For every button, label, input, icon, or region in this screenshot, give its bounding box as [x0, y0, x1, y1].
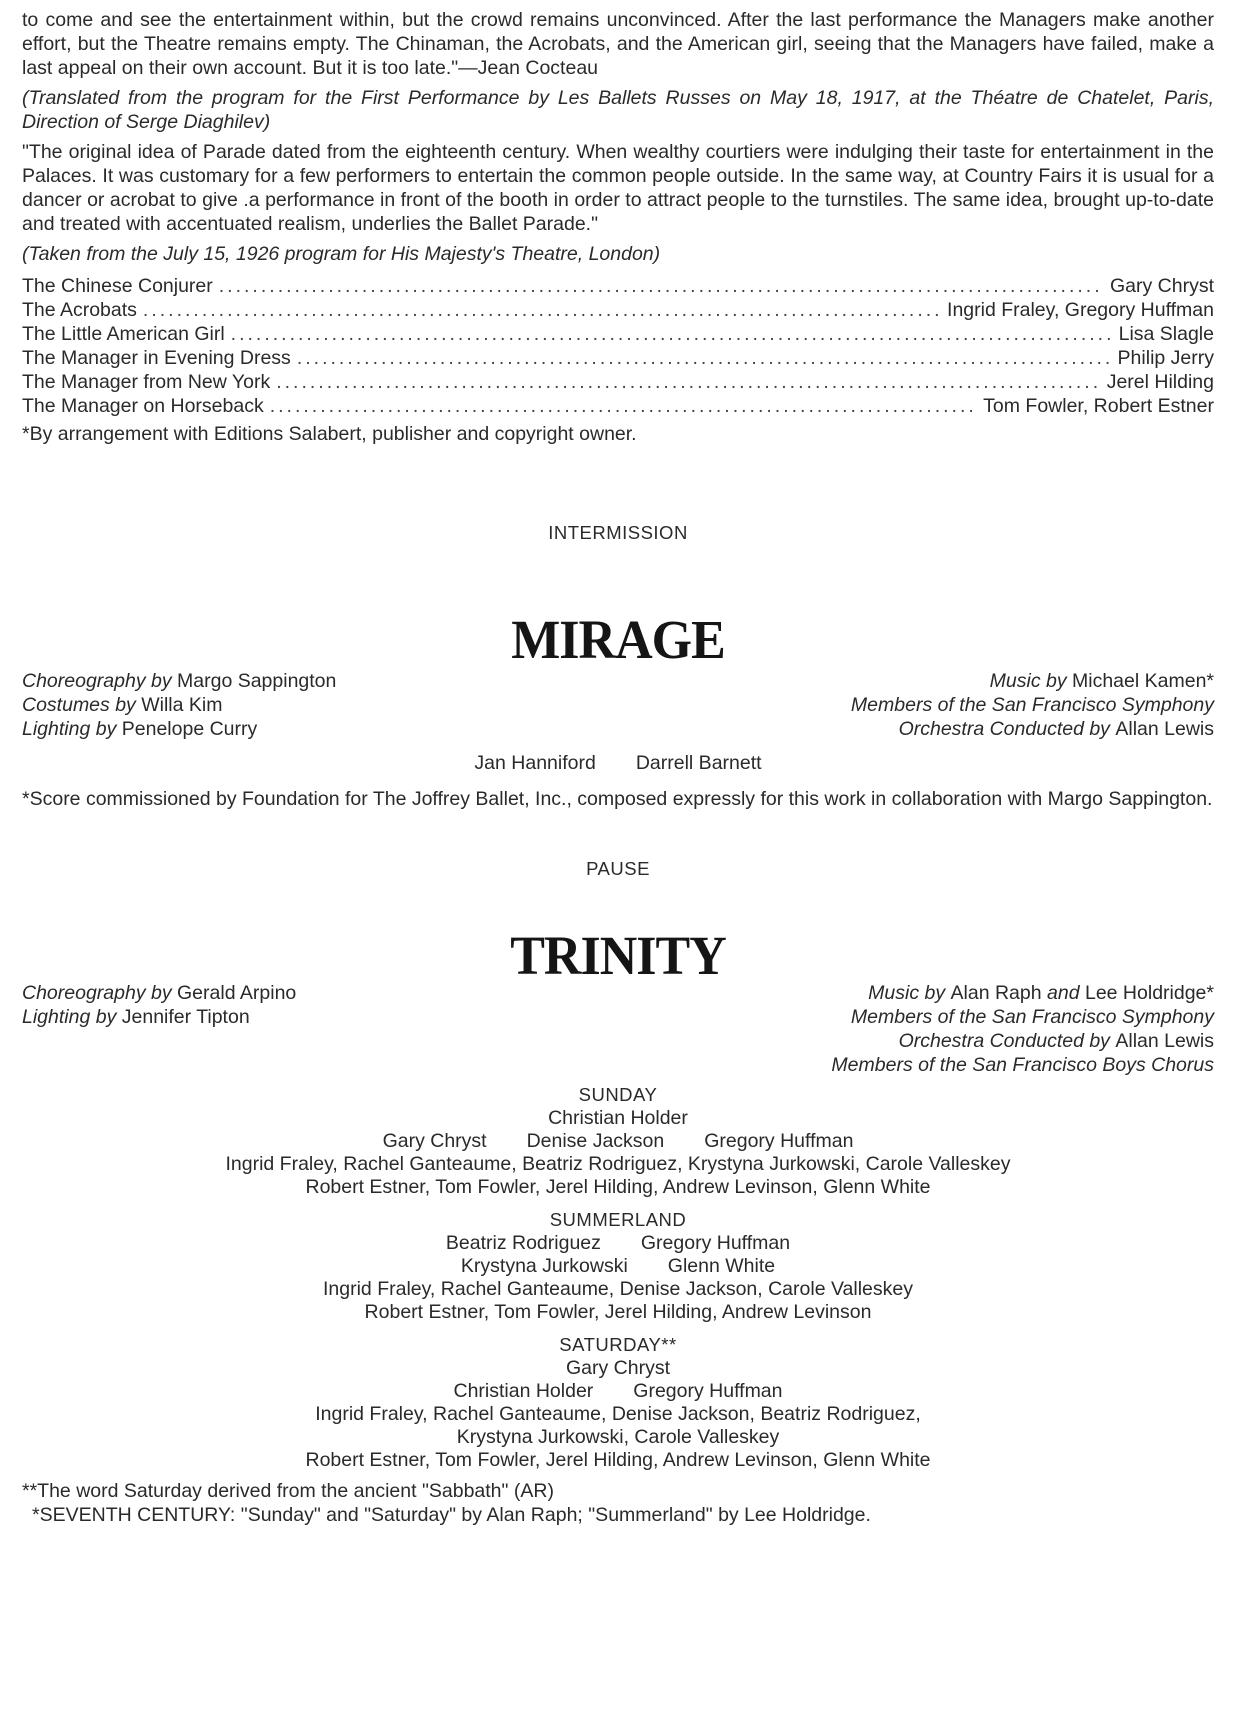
movement-block — [22, 1083, 1214, 1198]
cast-line — [22, 1300, 1214, 1323]
credit-line — [22, 717, 336, 741]
mirage-credits-left — [22, 669, 336, 741]
cast-performers: Tom Fowler, Robert Estner — [983, 395, 1214, 417]
seventh-century-footnote: *SEVENTH CENTURY: "Sunday" and "Saturday" by Alan Raph; "Summerland" by Lee Holdridge. — [32, 1504, 871, 1526]
dancer-name: Robert Estner, Tom Fowler, Jerel Hilding, Andrew Levinson, Glenn White — [305, 1449, 931, 1471]
cast-row — [22, 322, 1214, 346]
cast-performers: Jerel Hilding — [1106, 371, 1214, 393]
dancer-name: Gregory Huffman — [633, 1380, 783, 1402]
credit-line — [831, 1005, 1214, 1029]
dancer-name: Darrell Barnett — [635, 752, 762, 774]
credit-name: Margo Sappington — [177, 670, 337, 692]
cast-role: The Little American Girl — [22, 323, 225, 345]
dot-leader — [231, 322, 1113, 346]
cast-line — [22, 1277, 1214, 1300]
cast-row — [22, 274, 1214, 298]
cast-role: The Manager from New York — [22, 371, 271, 393]
cast-line — [22, 1106, 1214, 1129]
credit-label: Lighting by — [22, 1006, 117, 1028]
credit-line — [22, 693, 336, 717]
dancer-name: Ingrid Fraley, Rachel Ganteaume, Denise Jackson, Beatriz Rodriguez, — [315, 1403, 921, 1425]
cast-role: The Acrobats — [22, 299, 137, 321]
dot-leader — [276, 370, 1100, 394]
cast-role: The Manager in Evening Dress — [22, 347, 291, 369]
original-idea-paragraph: "The original idea of Parade dated from the eighteenth century. When wealthy courtiers were indulging their taste for entertainment in the Palaces. It was customary for a few performers to entertain the common people outside. In the same way, at Country Fairs it is usual for a dancer or acrobat to give .a performance in front of the booth in order to attract people to the turnstiles. The same idea, brought up-to-date and treated with accentuated realism, underlies the Ballet Parade." — [22, 141, 1214, 235]
credit-name: Michael Kamen* — [1072, 670, 1214, 692]
dancer-name: Ingrid Fraley, Rachel Ganteaume, Beatriz Rodriguez, Krystyna Jurkowski, Carole Valleskey — [225, 1153, 1011, 1175]
mirage-credits-right — [851, 669, 1214, 741]
mirage-title: MIRAGE — [511, 610, 725, 671]
movement-heading: SATURDAY** — [559, 1334, 677, 1355]
cast-performers: Lisa Slagle — [1118, 323, 1214, 345]
cast-line — [22, 1402, 1214, 1425]
credit-label: Members of the San Francisco Symphony — [850, 1006, 1214, 1028]
dancer-name: Robert Estner, Tom Fowler, Jerel Hilding, Andrew Levinson, Glenn White — [305, 1176, 931, 1198]
cast-row — [22, 346, 1214, 370]
trinity-credits — [22, 981, 1214, 1077]
credit-label: Choreography by — [22, 670, 172, 692]
mirage-dancers — [22, 751, 1214, 775]
translation-note: (Translated from the program for the First Performance by Les Ballets Russes on May 18, 1917, at the Théatre de Chatelet, Paris, Direction of Serge Diaghilev) — [22, 87, 1214, 133]
credit-name: Gerald Arpino — [177, 982, 297, 1004]
credit-name: Lee Holdridge* — [1084, 982, 1214, 1004]
dancer-name: Beatriz Rodriguez — [445, 1232, 601, 1254]
credit-label: Members of the San Francisco Symphony — [850, 694, 1214, 716]
credit-name: Jennifer Tipton — [121, 1006, 250, 1028]
cast-line — [22, 1448, 1214, 1471]
dancer-name: Denise Jackson — [526, 1130, 665, 1152]
cast-row — [22, 394, 1214, 418]
cast-performers: Gary Chryst — [1109, 275, 1214, 297]
credit-name: Penelope Curry — [121, 718, 258, 740]
cast-line — [22, 1356, 1214, 1379]
dancer-name: Ingrid Fraley, Rachel Ganteaume, Denise Jackson, Carole Valleskey — [323, 1278, 913, 1300]
credit-name: Allan Lewis — [1115, 718, 1214, 740]
movement-block — [22, 1208, 1214, 1323]
credit-line — [851, 669, 1214, 693]
credit-line — [22, 669, 336, 693]
cast-performers: Philip Jerry — [1117, 347, 1214, 369]
parade-synopsis — [22, 8, 1214, 266]
dancer-name: Robert Estner, Tom Fowler, Jerel Hilding, Andrew Levinson — [364, 1301, 872, 1323]
dancer-name: Krystyna Jurkowski — [460, 1255, 628, 1277]
cast-line — [22, 1129, 1214, 1152]
credit-name: Allan Lewis — [1115, 1030, 1214, 1052]
trinity-sections — [22, 1083, 1214, 1471]
dancer-name: Glenn White — [667, 1255, 776, 1277]
cast-line — [22, 1231, 1214, 1254]
dancer-name: Jan Hanniford — [474, 752, 596, 774]
credit-line — [851, 693, 1214, 717]
credit-line — [831, 1029, 1214, 1053]
cast-performers: Ingrid Fraley, Gregory Huffman — [947, 299, 1214, 321]
dancer-name: Gary Chryst — [565, 1357, 670, 1379]
dancer-name: Krystyna Jurkowski, Carole Valleskey — [456, 1426, 780, 1448]
credit-label: Orchestra Conducted by — [898, 1030, 1110, 1052]
credit-label: Costumes by — [22, 694, 136, 716]
movement-block — [22, 1333, 1214, 1471]
dot-leader — [297, 346, 1112, 370]
dot-leader — [143, 298, 941, 322]
cast-role: The Manager on Horseback — [22, 395, 264, 417]
credit-label: Orchestra Conducted by — [898, 718, 1110, 740]
synopsis-paragraph: to come and see the entertainment within, but the crowd remains unconvinced. After the last performance the Managers make another effort, but the Theatre remains empty. The Chinaman, the Acrobats, and the American girl, seeing that the Managers have failed, make a last appeal on their own account. But it is too late."—Jean Cocteau — [22, 9, 1214, 79]
cast-line — [22, 1175, 1214, 1198]
intermission-label: INTERMISSION — [548, 522, 688, 543]
credit-line — [831, 1053, 1214, 1077]
cast-role: The Chinese Conjurer — [22, 275, 213, 297]
trinity-title: TRINITY — [510, 926, 726, 987]
credit-line — [851, 717, 1214, 741]
mirage-credits — [22, 669, 1214, 741]
cast-line — [22, 1379, 1214, 1402]
credit-label: Music by — [868, 982, 946, 1004]
dancer-name: Gary Chryst — [382, 1130, 487, 1152]
parade-cast-list — [22, 274, 1214, 418]
dancer-name: Christian Holder — [453, 1380, 594, 1402]
credit-line — [22, 1005, 296, 1029]
cast-line — [22, 1152, 1214, 1175]
cast-line — [22, 1254, 1214, 1277]
program-source-note: (Taken from the July 15, 1926 program for His Majesty's Theatre, London) — [22, 243, 661, 265]
trinity-credits-right — [831, 981, 1214, 1077]
dancer-name: Christian Holder — [548, 1107, 688, 1129]
trinity-credits-left — [22, 981, 296, 1077]
dot-leader — [219, 274, 1104, 298]
dot-leader — [270, 394, 977, 418]
mirage-footnote: *Score commissioned by Foundation for The Joffrey Ballet, Inc., composed expressly for this work in collaboration with Margo Sappington. — [22, 788, 1213, 810]
credit-label: and — [1047, 982, 1080, 1004]
credit-label: Choreography by — [22, 982, 172, 1004]
cast-row — [22, 298, 1214, 322]
pause-label: PAUSE — [586, 858, 650, 879]
credit-name: Alan Raph — [950, 982, 1042, 1004]
credit-label: Music by — [989, 670, 1067, 692]
dancer-name: Gregory Huffman — [704, 1130, 854, 1152]
movement-heading: SUNDAY — [578, 1084, 658, 1105]
credit-name: Willa Kim — [141, 694, 223, 716]
saturday-footnote: **The word Saturday derived from the ancient "Sabbath" (AR) — [22, 1480, 554, 1502]
cast-line — [22, 1425, 1214, 1448]
dancer-name: Gregory Huffman — [640, 1232, 791, 1254]
cast-row — [22, 370, 1214, 394]
movement-heading: SUMMERLAND — [549, 1209, 687, 1230]
credit-label: Members of the San Francisco Boys Chorus — [831, 1054, 1214, 1076]
parade-footnote: *By arrangement with Editions Salabert, publisher and copyright owner. — [22, 423, 637, 445]
credit-label: Lighting by — [22, 718, 117, 740]
program-page — [22, 8, 1214, 1527]
